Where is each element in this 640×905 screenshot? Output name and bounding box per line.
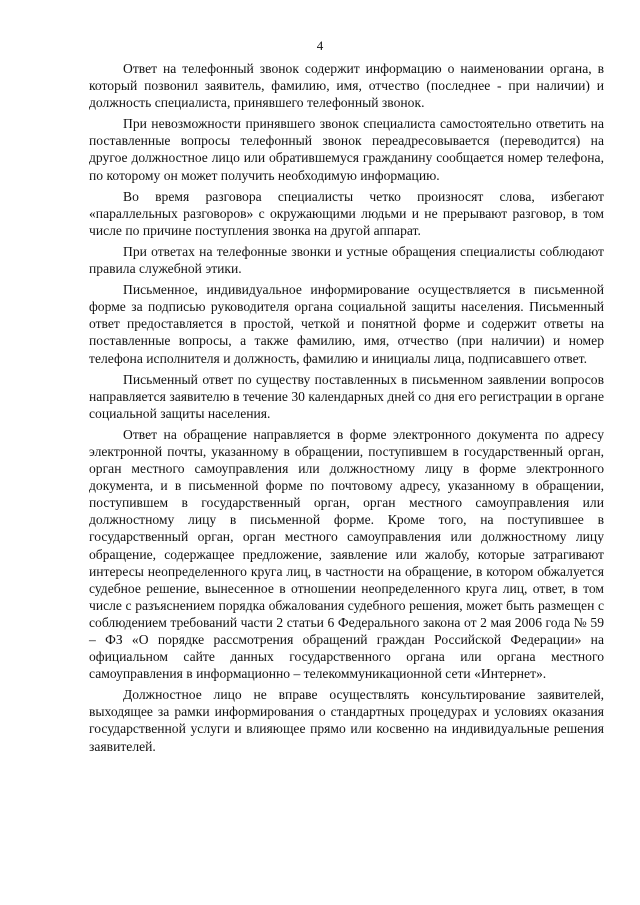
paragraph-service-ethics: При ответах на телефонные звонки и устные обращения специалисты соблюдают правила служебной этики. [89, 243, 604, 277]
paragraph-call-redirect: При невозможности принявшего звонок специалиста самостоятельно ответить на поставленные вопросы телефонный звонок переадресовывается (переводится) на другое должностное лицо или обратившемуся гражданину сообщается номер телефона, по которому он может получить необходимую информацию. [89, 116, 604, 183]
page-number: 4 [316, 38, 324, 53]
body-text [89, 60, 604, 759]
paragraph-written-informing: Письменное, индивидуальное информирование осуществляется в письменной форме за подписью руководителя органа социальной защиты населения. Письменный ответ предоставляется в простой, четкой и понятной форме и содержит ответы на поставленные вопросы, а также фамилию, имя, отчество (при наличии) и номер телефона исполнителя и должность, фамилию и инициалы лица, подписавшего ответ. [89, 282, 604, 366]
paragraph-electronic-answer: Ответ на обращение направляется в форме электронного документа по адресу электронной почты, указанному в обращении, поступившем в государственный орган, орган местного самоуправления или должностному лицу в форме электронного документа, и в письменной форме по почтовому адресу, указанному в обращении, поступившем в государственный орган, орган местного самоуправления или должностному лицу в письменной форме. Кроме того, на поступившее в государственный орган, орган местного самоуправления или должностному лицу обращение, содержащее предложение, заявление или жалобу, которые затрагивают интересы неопределенного круга лиц, в частности на обращение, в котором обжалуется судебное решение, вынесенное в отношении неопределенного круга лиц, ответ, в том числе с разъяснением порядка обжалования судебного решения, может быть размещен с соблюдением требований части 2 статьи 6 Федерального закона от 2 мая 2006 года № 59 – ФЗ «О порядке рассмотрения обращений граждан Российской Федерации» на официальном сайте данных государственного органа или органа местного самоуправления в информационно – телекоммуникационной сети «Интернет». [89, 426, 604, 682]
paragraph-conversation-rules: Во время разговора специалисты четко произносят слова, избегают «параллельных разговоров» с окружающими людьми и не прерывают разговор, в том числе по причине поступления звонка на другой аппарат. [89, 188, 604, 238]
paragraph-consulting-limits: Должностное лицо не вправе осуществлять консультирование заявителей, выходящее за рамки информирования о стандартных процедурах и условиях оказания государственной услуги и влияющее прямо или косвенно на индивидуальные решения заявителей. [89, 687, 604, 754]
paragraph-written-answer-term: Письменный ответ по существу поставленных в письменном заявлении вопросов направляется заявителю в течение 30 календарных дней со дня его регистрации в органе социальной защиты населения. [89, 371, 604, 421]
paragraph-phone-answer-content: Ответ на телефонный звонок содержит информацию о наименовании органа, в который позвонил заявитель, фамилию, имя, отчество (последнее - при наличии) и должность специалиста, принявшего телефонный звонок. [89, 61, 604, 111]
